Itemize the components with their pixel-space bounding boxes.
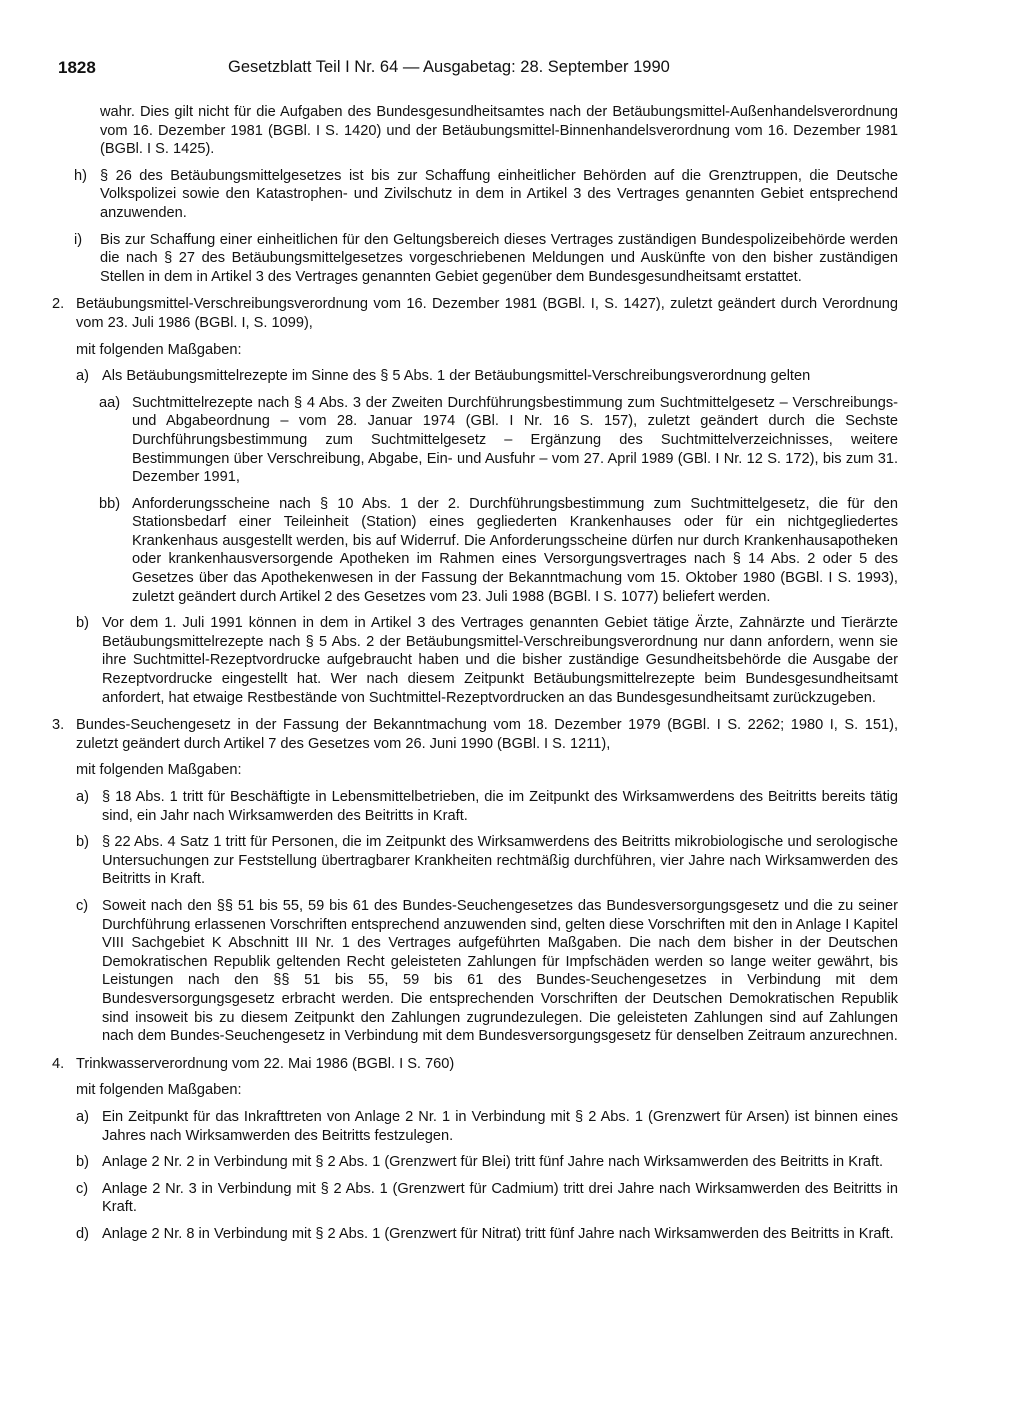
numbered-item-3 (50, 716, 898, 753)
item-text: § 26 des Betäubungsmittelgesetzes ist bis zur Schaffung einheitlicher Behörden auf die Grenztruppen, die Deutsche Volkspolizei sowie den Katastrophen- und Zivilschutz in dem in Artikel 3 des Vertrages genannten Gebiet entsprechend anzuwenden. (100, 167, 898, 221)
item-label: a) (76, 1108, 89, 1125)
provisos-intro (50, 341, 898, 360)
page-header (58, 58, 898, 82)
item-number: 4. (52, 1055, 65, 1072)
item-number: 3. (52, 717, 65, 734)
item-number: 2. (52, 296, 65, 313)
item-text: Anforderungsscheine nach § 10 Abs. 1 der 2. Durchführungsbestimmung zum Suchtmittelgesetz, die für den Stationsbedarf einer Teileinheit (Station) eines gegliederten Krankenhauses oder für ein nichtgegliedertes Krankenhaus ausgestellt werden, bis auf Widerruf. Die Anforderungsscheine dürfen nur durch Krankenhausapotheken oder krankenhausversorgende Apotheken im Rahmen eines Versorgungsvertrages nach § 14 Abs. 2 oder 5 des Gesetzes über das Apothekenwesen in der Fassung der Bekanntmachung vom 15. Oktober 1980 (BGBl. I S. 1993), zuletzt geändert durch Artikel 2 des Gesetzes vom 23. Juli 1988 (BGBl. I S. 1077) beliefert werden. (132, 495, 898, 605)
item-text: Vor dem 1. Juli 1991 können in dem in Artikel 3 des Vertrages genannten Gebiet tätige Ärzte, Zahnärzte und Tierärzte Betäubungsmittelrezepte nach § 5 Abs. 2 der Betäubungsmittel-Verschreibungsverordnung nur dann anfordern, wenn sie ihre Suchtmittel-Rezeptvordrucke aufgebraucht haben und die bisher zuständige Gesundheitsbehörde die Ausgabe der Rezeptvordrucke eingestellt hat. Wer nach diesem Zeitpunkt Betäubungsmittelrezepte beim Bundesgesundheitsamt anfordert, hat etwaige Restbestände von Suchtmittel-Rezeptvordrucken an das Bundesgesundheitsamt zurückzugeben. (102, 615, 898, 706)
item-text: Bundes-Seuchengesetz in der Fassung der Bekanntmachung vom 18. Dezember 1979 (BGBl. I S. 2262; 1980 I, S. 151), zuletzt geändert durch Artikel 7 des Gesetzes vom 26. Juni 1990 (BGBl. I S. 1211), (76, 717, 898, 752)
item-text: Ein Zeitpunkt für das Inkrafttreten von Anlage 2 Nr. 1 in Verbindung mit § 2 Abs. 1 (Grenzwert für Arsen) ist binnen eines Jahres nach Wirksamwerden des Beitritts festzulegen. (102, 1108, 898, 1144)
item-text: Anlage 2 Nr. 3 in Verbindung mit § 2 Abs. 1 (Grenzwert für Cadmium) tritt drei Jahre nach Wirksamwerden des Beitritts in Kraft. (102, 1180, 898, 1216)
item-label: h) (74, 167, 87, 184)
item-text: Betäubungsmittel-Verschreibungsverordnung vom 16. Dezember 1981 (BGBl. I, S. 1427), zuletzt geändert durch Verordnung vom 23. Juli 1986 (BGBl. I, S. 1099), (76, 296, 898, 331)
item-text: Anlage 2 Nr. 8 in Verbindung mit § 2 Abs. 1 (Grenzwert für Nitrat) tritt fünf Jahre nach Wirksamwerden des Beitritts in Kraft. (102, 1225, 894, 1242)
paragraph-text: wahr. Dies gilt nicht für die Aufgaben des Bundesgesundheitsamtes nach der Betäubungsmittel-Außenhandelsverordnung vom 16. Dezember 1981 (BGBl. I S. 1420) und der Betäubungsmittel-Binnenhandelsverordnung vom 16. Dezember 1981 (BGBl. I S. 1425). (100, 104, 898, 158)
provisos-text: mit folgenden Maßgaben: (76, 1082, 242, 1099)
item-label: a) (76, 789, 89, 805)
item-label: bb) (99, 495, 121, 512)
list-item-i (50, 231, 898, 287)
item-4-c (50, 1180, 898, 1217)
item-2-b (50, 614, 898, 707)
list-item-h (50, 167, 898, 223)
provisos-text: mit folgenden Maßgaben: (76, 341, 242, 358)
item-label: b) (76, 615, 89, 632)
numbered-item-4 (50, 1055, 898, 1074)
item-2-a (50, 367, 898, 386)
gazette-title: Gesetzblatt Teil I Nr. 64 — Ausgabetag: 28. September 1990 (228, 58, 670, 76)
item-4-d (50, 1225, 898, 1244)
item-label: a) (76, 368, 89, 385)
provisos-intro (50, 761, 898, 780)
item-3-a (50, 788, 898, 825)
item-label: b) (76, 834, 89, 851)
item-label: b) (76, 1154, 89, 1171)
item-2-a-aa (50, 394, 898, 487)
numbered-item-2 (50, 295, 898, 332)
paragraph-continuation (50, 103, 898, 159)
page-number: 1828 (58, 58, 96, 77)
item-2-a-bb (50, 495, 898, 607)
item-text: Als Betäubungsmittelrezepte im Sinne des § 5 Abs. 1 der Betäubungsmittel-Verschreibungsverordnung gelten (102, 368, 811, 385)
item-label: i) (74, 231, 83, 248)
item-4-b (50, 1153, 898, 1172)
item-text: Soweit nach den §§ 51 bis 55, 59 bis 61 des Bundes-Seuchengesetzes das Bundesversorgungsgesetz und die zu seiner Durchführung erlassenen Vorschriften entsprechend anzuwenden sind, gelten diese Vorschriften mit den in Anlage I Kapitel VIII Sachgebiet K Abschnitt III Nr. 1 des Vertrages aufgeführten Maßgaben. Die nach dem bisher in der Deutschen Demokratischen Republik geltenden Recht geleisteten Zahlungen für Impfschäden werden so lange weiter gewährt, bis Leistungen nach den §§ 51 bis 55, 59 bis 61 des Bundes-Seuchengesetzes in Verbindung mit dem Bundesversorgungsgesetz erbracht werden. Die entsprechenden Vorschriften der Deutschen Demokratischen Republik sind insoweit bis zu diesem Zeitpunkt den Zahlungen zugrundezulegen. Die geleisteten Zahlungen sind auf Zahlungen nach dem Bundes-Seuchengesetz in Verbindung mit dem Bundesversorgungsgesetz für denselben Zeitraum anzurechnen. (102, 897, 898, 1045)
item-text: Anlage 2 Nr. 2 in Verbindung mit § 2 Abs. 1 (Grenzwert für Blei) tritt fünf Jahre nach Wirksamwerden des Beitritts in Kraft. (102, 1154, 884, 1171)
item-label: c) (76, 1180, 89, 1197)
item-text: § 18 Abs. 1 tritt für Beschäftigte in Lebensmittelbetrieben, die im Zeitpunkt des Wirksamwerdens des Beitritts bereits tätig sind, ein Jahr nach Wirksamwerden des Beitritts in Kraft. (102, 789, 898, 824)
item-label: c) (76, 897, 89, 914)
item-label: aa) (99, 394, 121, 411)
item-label: d) (76, 1225, 89, 1242)
item-text: Bis zur Schaffung einer einheitlichen für den Geltungsbereich dieses Vertrages zuständigen Bundespolizeibehörde werden die nach § 27 des Betäubungsmittelgesetzes vorgeschriebenen Meldungen und Auskünfte von den bisher zuständigen Stellen in dem in Artikel 3 des Vertrages genannten Gebiet gegenüber dem Bundesgesundheitsamt erstattet. (100, 231, 898, 285)
provisos-text: mit folgenden Maßgaben: (76, 762, 242, 779)
item-3-b (50, 833, 898, 889)
document-body (50, 103, 898, 1243)
item-text: Trinkwasserverordnung vom 22. Mai 1986 (BGBl. I S. 760) (76, 1055, 455, 1072)
provisos-intro (50, 1081, 898, 1100)
item-text: § 22 Abs. 4 Satz 1 tritt für Personen, die im Zeitpunkt des Wirksamwerdens des Beitritts mikrobiologische und serologische Untersuchungen zur Feststellung übertragbarer Krankheiten rechtmäßig durchführen, vier Jahre nach Wirksamwerden des Beitritts in Kraft. (102, 834, 898, 888)
item-3-c (50, 897, 898, 1046)
item-4-a (50, 1108, 898, 1145)
item-text: Suchtmittelrezepte nach § 4 Abs. 3 der Zweiten Durchführungsbestimmung zum Suchtmittelgesetz – Verschreibungs- und Abgabeordnung – vom 28. Januar 1974 (GBl. I Nr. 16 S. 157), zuletzt geändert durch die Sechste Durchführungsbestimmung zum Suchtmittelgesetz – Ergänzung des Suchtmittelverzeichnisses, weitere Bestimmungen über Verschreibung, Abgabe, Ein- und Ausfuhr – vom 27. April 1989 (GBl. I Nr. 12 S. 172), bis zum 31. Dezember 1991, (132, 394, 898, 486)
